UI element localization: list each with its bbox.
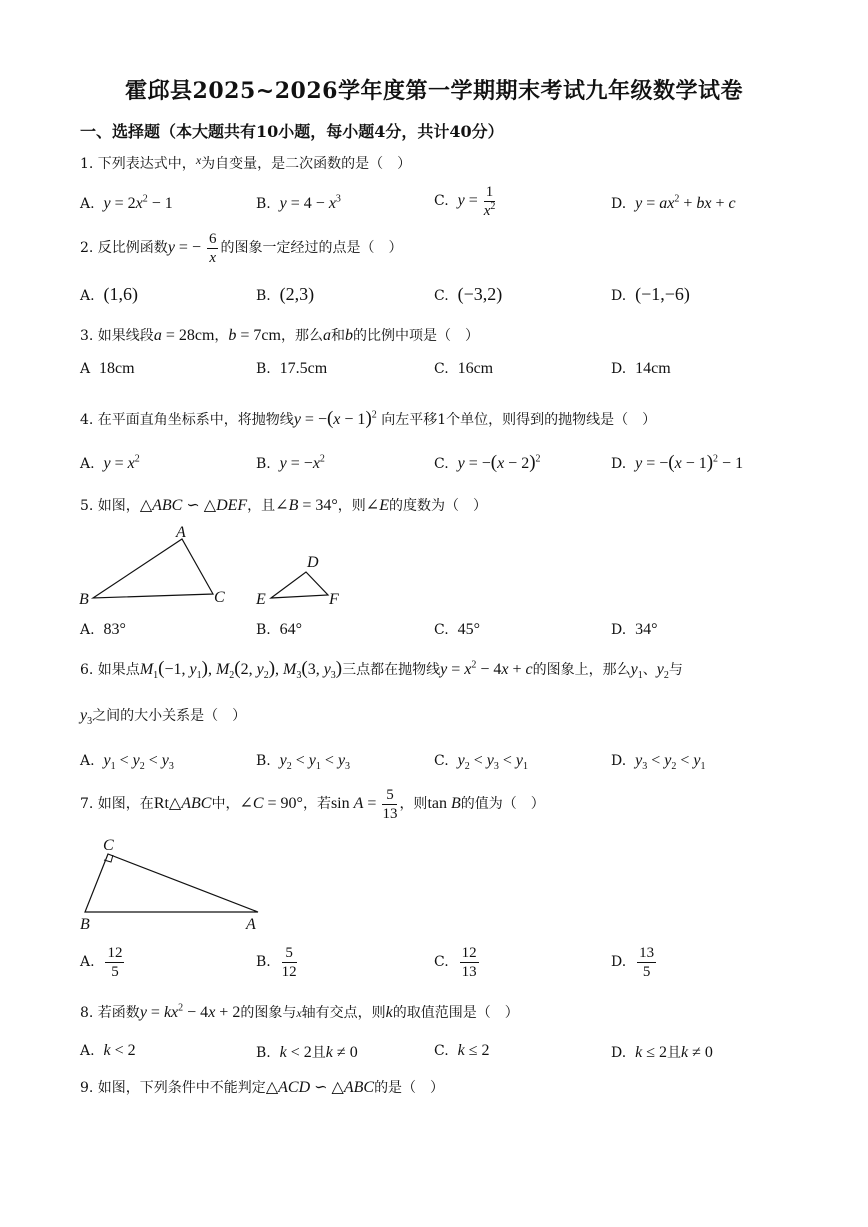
q7-option-b[interactable]: B. $\frac{5}{12}$ (256, 945, 297, 980)
q4-option-b[interactable]: B. $y = -x^2$ (256, 453, 325, 472)
option-letter: B. (256, 288, 271, 304)
q6-option-b[interactable]: B. $y_2 < y_1 < y_3$ (256, 752, 351, 773)
triangle-abc (93, 539, 213, 598)
option-letter: A. (80, 622, 95, 638)
option-letter: D. (611, 361, 627, 377)
option-letter: B. (256, 753, 271, 769)
question-4-stem: 4. 在平面直角坐标系中，将抛物线$y = -(x - 1)^2$ 向左平移1个单位，则得到的抛物线是（ ） (80, 408, 657, 429)
option-letter: D. (611, 622, 627, 638)
q3-stem-part: ，那么 (280, 328, 323, 344)
option-value: (2,3) (279, 284, 315, 304)
option-letter: C. (434, 753, 449, 769)
label-f: F (329, 591, 339, 608)
q3-option-d[interactable] (611, 360, 671, 378)
option-letter: A. (80, 196, 95, 212)
q6-stem-part: 三点都在抛物线 (342, 662, 441, 678)
q8-stem-part: 的图象与 (240, 1005, 297, 1021)
option-value: 83° (103, 621, 126, 638)
question-5-stem: 5. 如图，△ABC ∽ △DEF，且∠B = 34°，则∠E的度数为（ ） (80, 497, 487, 514)
q6-stem-part: 6. 如果点 (80, 662, 140, 678)
option-letter: A (80, 361, 91, 377)
question-1-stem (80, 153, 411, 173)
q6-option-c[interactable]: C. $y_2 < y_3 < y_1$ (434, 752, 528, 773)
option-letter: A. (80, 954, 95, 971)
q5-stem-part: 5. 如图， (80, 498, 140, 514)
option-value: (−1,−6) (635, 284, 690, 304)
option-letter: C. (434, 193, 449, 210)
q2-option-b[interactable] (256, 284, 314, 305)
label-d: D (307, 554, 319, 571)
q5-stem-part: ，且 (247, 498, 276, 514)
q3-option-c[interactable] (434, 360, 493, 378)
q7-stem-part: ，若 (302, 796, 331, 813)
q8-stem-part: 轴有交点，则 (301, 1005, 386, 1021)
option-letter: D. (611, 196, 627, 212)
q8-option-a[interactable]: A. k < 2 (80, 1042, 136, 1059)
q2-stem-part: 的图象一定经过的点是（ ） (220, 240, 403, 257)
label-c: C (214, 589, 225, 606)
option-letter: D. (611, 753, 627, 769)
q4-stem-part: 向左平移1个单位，则得到的抛物线是（ ） (381, 412, 657, 428)
question-2-stem: 2. 反比例函数y = − $\frac{6}{x}$ 的图象一定经过的点是（ ） (80, 231, 403, 266)
q1-option-b[interactable]: B. $y = 4 - x^3$ (256, 193, 341, 212)
q5-option-c[interactable] (434, 621, 480, 639)
q1-stem-part: 1. 下列表达式中， (80, 156, 196, 172)
q6-option-d[interactable]: D. $y_3 < y_2 < y_1$ (611, 752, 706, 773)
q9-stem-part: 9. 如图，下列条件中不能判定 (80, 1080, 266, 1096)
label-b: B (80, 916, 90, 933)
q9-stem-part: 的是（ ） (374, 1080, 445, 1096)
q7-stem-part: 7. 如图，在 (80, 796, 154, 813)
question-3-stem: 3. 如果线段a = 28cm，b = 7cm，那么a和b的比例中项是（ ） (80, 327, 479, 344)
q4-option-d[interactable]: D. $y = -(x - 1)^2 - 1$ (611, 452, 744, 473)
option-value: 17.5cm (279, 360, 328, 377)
q6-stem-part: 、 (642, 662, 657, 678)
q3-stem-part: 的比例中项是（ ） (352, 328, 479, 344)
q8-stem-var: x (296, 1006, 302, 1020)
q8-option-c[interactable]: C. k ≤ 2 (434, 1042, 490, 1059)
option-value: 45° (457, 621, 480, 638)
q7-option-a[interactable]: A. $\frac{12}{5}$ (80, 945, 123, 980)
option-letter: A. (80, 1043, 95, 1059)
q5-option-b[interactable] (256, 621, 302, 639)
q3-stem-part: 3. 如果线段 (80, 328, 154, 344)
q1-option-a[interactable]: A. $y = 2x^2 - 1$ (80, 193, 173, 212)
option-letter: B. (256, 196, 271, 212)
q2-option-d[interactable] (611, 284, 690, 305)
option-letter: C. (434, 456, 449, 472)
q8-stem-part: 8. 若函数 (80, 1005, 140, 1021)
question-6-stem: 6. 如果点$M_1(-1$, $y_1$), $M_2(2$, $y_2$), $M_3(3$, $y_3$)三点都在抛物线$y = x^2 - 4x + c$的图象上，那么$y_1$、$y_2$与 (80, 658, 683, 682)
option-letter: C. (434, 1043, 449, 1059)
label-c: C (103, 837, 114, 854)
q4-option-c[interactable]: C. $y = -(x - 2)^2$ (434, 452, 541, 473)
q7-right-triangle-figure (76, 834, 276, 934)
q3-option-b[interactable] (256, 360, 327, 378)
option-value: 34° (635, 621, 658, 638)
option-letter: B. (256, 361, 271, 377)
option-letter: A. (80, 456, 95, 472)
option-value: 14cm (635, 360, 671, 377)
option-value: (1,6) (103, 284, 138, 304)
q6-stem-part: 的图象上，那么 (532, 662, 631, 678)
label-e: E (256, 591, 266, 608)
option-letter: A. (80, 753, 95, 769)
question-6-stem-cont: $y_3$之间的大小关系是（ ） (80, 707, 247, 728)
option-letter: D. (611, 1045, 627, 1061)
option-value: 64° (279, 621, 303, 638)
option-letter: B. (256, 456, 271, 472)
option-letter: B. (256, 622, 271, 638)
option-letter: A. (80, 288, 95, 304)
q5-stem-part: 的度数为（ ） (388, 498, 487, 514)
q7-stem-part: 中， (211, 796, 240, 813)
option-letter: C. (434, 361, 449, 377)
q8-option-d[interactable]: D. k ≤ 2且k ≠ 0 (611, 1044, 713, 1061)
q2-option-c[interactable] (434, 284, 502, 305)
page-title: 霍邱县2025~2026学年度第一学期期末考试九年级数学试卷 (125, 78, 743, 104)
q7-stem-part: 的值为（ ） (460, 796, 545, 813)
q5-stem-part: ，则 (337, 498, 366, 514)
q5-option-a[interactable] (80, 621, 126, 639)
option-letter: D. (611, 456, 627, 472)
option-letter: D. (611, 288, 627, 304)
q7-option-c[interactable]: C. $\frac{12}{13}$ (434, 945, 477, 980)
question-9-stem: 9. 如图，下列条件中不能判定△ACD ∽ △ABC的是（ ） (80, 1079, 445, 1096)
q4-stem-part: 4. 在平面直角坐标系中，将抛物线 (80, 412, 294, 428)
option-letter: C. (434, 622, 449, 638)
q6-option-a[interactable]: A. $y_1 < y_2 < y_3$ (80, 752, 174, 773)
q5-option-d[interactable] (611, 621, 658, 639)
triangle-def (271, 572, 328, 598)
section-heading: 一、选择题（本大题共有10小题，每小题4分，共计40分） (80, 122, 504, 141)
q6-stem-part: 之间的大小关系是（ ） (92, 708, 247, 724)
q5-triangles-figure (76, 522, 356, 612)
q1-stem-var: x (195, 153, 202, 167)
option-value: 16cm (457, 360, 494, 377)
q1-option-d[interactable]: D. $y = ax^2$ + bx + c (611, 193, 736, 212)
q3-option-a[interactable] (80, 360, 135, 378)
question-8-stem: 8. 若函数$y = kx^2 - 4x + 2$的图象与x轴有交点，则k的取值范围是（ ） (80, 1002, 519, 1021)
q8-stem-part: 的取值范围是（ ） (392, 1005, 519, 1021)
q2-stem-part: 2. 反比例函数 (80, 240, 168, 257)
q1-stem-part: 为自变量，是二次函数的是（ ） (201, 156, 412, 172)
option-letter: B. (256, 1045, 271, 1061)
label-a: A (176, 524, 186, 541)
option-letter: B. (256, 954, 271, 971)
question-7-stem: 7. 如图，在Rt△ABC中，∠C = 90°，若sin A = $\frac{5}{13}$ ，则tan B的值为（ ） (80, 787, 545, 822)
q8-option-b[interactable]: B. k < 2且k ≠ 0 (256, 1044, 358, 1061)
option-letter: C. (434, 288, 449, 304)
q6-stem-part: 与 (668, 662, 683, 678)
option-letter: D. (611, 954, 627, 971)
q4-option-a[interactable]: A. $y = x^2$ (80, 453, 140, 472)
option-value: (−3,2) (457, 284, 503, 304)
option-letter: C. (434, 954, 449, 971)
label-a: A (246, 916, 256, 933)
q1-option-c[interactable]: C. y = $\frac{1}{x^2}$ (434, 184, 496, 219)
q7-stem-part: ，则 (399, 796, 428, 813)
q2-option-a[interactable] (80, 284, 138, 305)
triangle-abc (85, 854, 258, 912)
option-value: 18cm (99, 360, 135, 377)
label-b: B (79, 591, 89, 608)
q7-option-d[interactable]: D. $\frac{13}{5}$ (611, 945, 655, 980)
